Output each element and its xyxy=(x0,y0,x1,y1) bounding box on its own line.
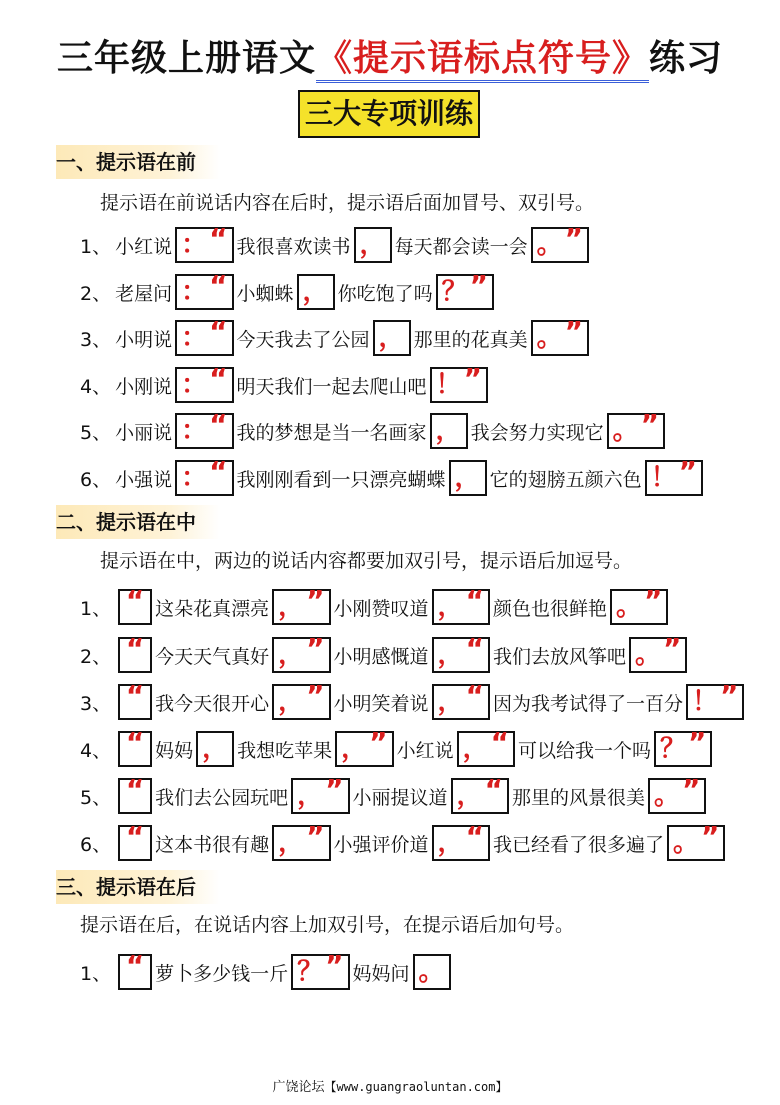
sentence-text: 小刚赞叹道 xyxy=(333,597,429,620)
page-footer xyxy=(0,1076,780,1095)
sentence-text: 小明说 xyxy=(115,328,173,351)
exercise-line xyxy=(80,362,491,405)
sentence-text: 我很喜欢读书 xyxy=(236,235,351,258)
title-accent: 《提示语标点符号》 xyxy=(316,38,649,83)
exercise-line xyxy=(80,222,592,265)
punctuation-mark: ： xyxy=(181,463,208,493)
punctuation-answer-box xyxy=(291,949,349,990)
punctuation-mark: 。 xyxy=(612,416,639,446)
punctuation-mark: “ xyxy=(125,632,145,665)
sentence-text: 那里的风景很美 xyxy=(511,786,645,809)
punctuation-mark: “ xyxy=(465,584,484,617)
exercise-line xyxy=(80,820,728,863)
exercise-number: 3、 xyxy=(80,692,112,715)
sentence-text: 颜色也很鲜艳 xyxy=(492,597,607,620)
sentence-text: 这朵花真漂亮 xyxy=(155,597,270,620)
sentence-text: 我想吃苹果 xyxy=(237,739,333,762)
punctuation-mark: ” xyxy=(469,269,488,302)
punctuation-answer-box xyxy=(648,773,706,814)
exercise-number: 4、 xyxy=(80,375,112,398)
title-prefix: 三年级上册语文 xyxy=(56,38,316,79)
exercise-line xyxy=(80,773,709,816)
sentence-text: 你吃饱了吗 xyxy=(337,282,433,305)
punctuation-answer-box xyxy=(610,584,668,625)
punctuation-mark: ” xyxy=(306,679,325,712)
exercise-line xyxy=(80,315,592,358)
punctuation-mark: 。 xyxy=(615,592,642,622)
punctuation-mark: ， xyxy=(278,828,305,858)
punctuation-mark: “ xyxy=(125,949,145,982)
sentence-text: 可以给我一个吗 xyxy=(518,739,652,762)
punctuation-mark: ， xyxy=(437,640,464,670)
punctuation-mark: ！ xyxy=(650,463,677,493)
punctuation-answer-box xyxy=(432,820,490,861)
punctuation-answer-box xyxy=(667,820,725,861)
punctuation-mark: “ xyxy=(209,269,228,302)
punctuation-answer-box xyxy=(645,455,703,496)
section-heading: 二、提示语在中 xyxy=(56,505,220,539)
punctuation-mark: ？ xyxy=(441,277,468,307)
punctuation-mark: “ xyxy=(125,773,145,806)
punctuation-answer-box xyxy=(457,726,515,767)
punctuation-mark: ， xyxy=(278,640,305,670)
punctuation-mark: “ xyxy=(125,820,145,853)
exercise-number: 1、 xyxy=(80,962,112,985)
section-rule: 提示语在中，两边的说话内容都要加双引号，提示语后加逗号。 xyxy=(100,550,633,572)
section-heading: 三、提示语在后 xyxy=(56,870,220,904)
punctuation-answer-box xyxy=(175,408,233,449)
punctuation-mark: “ xyxy=(209,222,228,255)
punctuation-answer-box xyxy=(449,460,487,496)
punctuation-answer-box xyxy=(297,274,335,310)
punctuation-answer-box xyxy=(531,222,589,263)
punctuation-mark: ， xyxy=(359,230,386,260)
sentence-text: 我的梦想是当一名画家 xyxy=(236,421,427,444)
punctuation-mark: ” xyxy=(640,408,659,441)
sentence-text: 小蜘蛛 xyxy=(236,282,294,305)
punctuation-answer-box xyxy=(118,949,152,990)
exercise-number: 6、 xyxy=(80,833,112,856)
sentence-text: 明天我们一起去爬山吧 xyxy=(236,375,427,398)
punctuation-mark: 。 xyxy=(653,781,680,811)
punctuation-mark: ” xyxy=(678,455,697,488)
exercise-line xyxy=(80,726,715,769)
punctuation-mark: ？ xyxy=(297,957,324,987)
punctuation-answer-box xyxy=(413,954,451,990)
sentence-text: 小明感慨道 xyxy=(333,645,429,668)
exercise-number: 1、 xyxy=(80,597,112,620)
section-heading: 一、提示语在前 xyxy=(56,145,220,179)
punctuation-mark: ” xyxy=(306,820,325,853)
punctuation-mark: ？ xyxy=(660,734,687,764)
punctuation-mark: ， xyxy=(456,781,483,811)
exercise-number: 4、 xyxy=(80,739,112,762)
punctuation-mark: ： xyxy=(181,230,208,260)
punctuation-answer-box xyxy=(175,315,233,356)
punctuation-answer-box xyxy=(175,362,233,403)
sentence-text: 这本书很有趣 xyxy=(155,833,270,856)
sentence-text: 萝卜多少钱一斤 xyxy=(155,962,289,985)
sentence-text: 今天天气真好 xyxy=(155,645,270,668)
exercise-number: 1、 xyxy=(80,235,112,258)
exercise-number: 2、 xyxy=(80,645,112,668)
sentence-text: 每天都会读一会 xyxy=(394,235,528,258)
sentence-text: 小红说 xyxy=(115,235,173,258)
sentence-text: 小明笑着说 xyxy=(333,692,429,715)
sentence-text: 我们去公园玩吧 xyxy=(155,786,289,809)
exercise-number: 5、 xyxy=(80,421,112,444)
punctuation-mark: ： xyxy=(181,277,208,307)
exercise-line xyxy=(80,949,454,992)
subtitle-banner: 三大专项训练 xyxy=(298,90,480,138)
punctuation-mark: “ xyxy=(465,632,484,665)
punctuation-mark: ， xyxy=(437,592,464,622)
page-title xyxy=(0,30,780,80)
punctuation-mark: ： xyxy=(181,416,208,446)
punctuation-answer-box xyxy=(272,584,330,625)
punctuation-mark: “ xyxy=(490,726,509,759)
punctuation-mark: ” xyxy=(369,726,388,759)
punctuation-answer-box xyxy=(272,679,330,720)
punctuation-answer-box xyxy=(196,731,234,767)
punctuation-mark: “ xyxy=(209,315,228,348)
section-rule: 提示语在后，在说话内容上加双引号，在提示语后加句号。 xyxy=(80,914,575,936)
punctuation-mark: ！ xyxy=(435,370,462,400)
punctuation-mark: ” xyxy=(306,632,325,665)
punctuation-answer-box xyxy=(432,584,490,625)
punctuation-mark: ！ xyxy=(691,687,718,717)
exercise-number: 5、 xyxy=(80,786,112,809)
punctuation-answer-box xyxy=(607,408,665,449)
punctuation-mark: “ xyxy=(209,455,228,488)
punctuation-mark: ， xyxy=(297,781,324,811)
punctuation-mark: ” xyxy=(325,773,344,806)
punctuation-answer-box xyxy=(432,679,490,720)
punctuation-mark: 。 xyxy=(634,640,661,670)
sentence-text: 小刚说 xyxy=(115,375,173,398)
sentence-text: 我已经看了很多遍了 xyxy=(492,833,664,856)
punctuation-answer-box xyxy=(175,222,233,263)
punctuation-mark: “ xyxy=(209,362,228,395)
punctuation-mark: ” xyxy=(564,222,583,255)
punctuation-mark: 。 xyxy=(672,828,699,858)
title-suffix: 练习 xyxy=(649,38,724,79)
sentence-text: 我们去放风筝吧 xyxy=(492,645,626,668)
exercise-line xyxy=(80,632,690,675)
punctuation-mark: ， xyxy=(437,828,464,858)
sentence-text: 小红说 xyxy=(396,739,454,762)
punctuation-answer-box xyxy=(272,820,330,861)
punctuation-mark: ” xyxy=(463,362,482,395)
sentence-text: 老屋问 xyxy=(115,282,173,305)
punctuation-mark: “ xyxy=(125,584,145,617)
exercise-number: 3、 xyxy=(80,328,112,351)
sentence-text: 小强评价道 xyxy=(333,833,429,856)
sentence-text: 我会努力实现它 xyxy=(470,421,604,444)
punctuation-mark: “ xyxy=(465,820,484,853)
punctuation-mark: ， xyxy=(278,592,305,622)
punctuation-answer-box xyxy=(531,315,589,356)
punctuation-mark: ： xyxy=(181,370,208,400)
section-rule: 提示语在前说话内容在后时，提示语后面加冒号、双引号。 xyxy=(100,192,595,214)
footer-site-name: 广饶论坛 xyxy=(272,1080,325,1095)
punctuation-answer-box xyxy=(373,320,411,356)
punctuation-mark: ， xyxy=(302,277,329,307)
punctuation-answer-box xyxy=(654,726,712,767)
sentence-text: 小强说 xyxy=(115,468,173,491)
punctuation-mark: ， xyxy=(278,687,305,717)
sentence-text: 今天我去了公园 xyxy=(236,328,370,351)
punctuation-mark: “ xyxy=(125,726,145,759)
punctuation-answer-box xyxy=(686,679,744,720)
punctuation-answer-box xyxy=(118,820,152,861)
punctuation-mark: ” xyxy=(325,949,344,982)
punctuation-mark: ， xyxy=(462,734,489,764)
punctuation-mark: ” xyxy=(644,584,663,617)
punctuation-mark: ， xyxy=(454,463,481,493)
punctuation-answer-box xyxy=(118,632,152,673)
punctuation-answer-box xyxy=(430,362,488,403)
punctuation-answer-box xyxy=(354,227,392,263)
punctuation-mark: ， xyxy=(202,734,229,764)
punctuation-answer-box xyxy=(118,773,152,814)
punctuation-mark: “ xyxy=(465,679,484,712)
exercise-line xyxy=(80,679,747,722)
punctuation-mark: ， xyxy=(435,416,462,446)
punctuation-answer-box xyxy=(436,269,494,310)
punctuation-answer-box xyxy=(432,632,490,673)
punctuation-answer-box xyxy=(430,413,468,449)
punctuation-mark: ” xyxy=(564,315,583,348)
punctuation-mark: 。 xyxy=(536,323,563,353)
punctuation-answer-box xyxy=(335,726,393,767)
punctuation-mark: “ xyxy=(209,408,228,441)
punctuation-answer-box xyxy=(629,632,687,673)
punctuation-mark: ” xyxy=(701,820,720,853)
punctuation-answer-box xyxy=(175,455,233,496)
punctuation-mark: ” xyxy=(688,726,707,759)
footer-site-url: 【www.guangraoluntan.com】 xyxy=(324,1080,508,1094)
exercise-line xyxy=(80,269,497,312)
punctuation-mark: 。 xyxy=(536,230,563,260)
exercise-line xyxy=(80,408,668,451)
sentence-text: 妈妈 xyxy=(155,739,194,762)
punctuation-mark: ， xyxy=(437,687,464,717)
sentence-text: 小丽提议道 xyxy=(352,786,448,809)
punctuation-mark: ” xyxy=(306,584,325,617)
punctuation-mark: ” xyxy=(720,679,739,712)
sentence-text: 那里的花真美 xyxy=(413,328,528,351)
sentence-text: 我刚刚看到一只漂亮蝴蝶 xyxy=(236,468,446,491)
punctuation-mark: ： xyxy=(181,323,208,353)
exercise-number: 2、 xyxy=(80,282,112,305)
punctuation-answer-box xyxy=(118,726,152,767)
sentence-text: 妈妈问 xyxy=(352,962,410,985)
sentence-text: 小丽说 xyxy=(115,421,173,444)
punctuation-answer-box xyxy=(175,269,233,310)
exercise-line xyxy=(80,584,671,627)
sentence-text: 我今天很开心 xyxy=(155,692,270,715)
punctuation-mark: “ xyxy=(125,679,145,712)
sentence-text: 它的翅膀五颜六色 xyxy=(489,468,642,491)
punctuation-answer-box xyxy=(291,773,349,814)
punctuation-mark: “ xyxy=(484,773,503,806)
punctuation-mark: ， xyxy=(378,323,405,353)
punctuation-answer-box xyxy=(118,584,152,625)
sentence-text: 因为我考试得了一百分 xyxy=(492,692,683,715)
punctuation-mark: 。 xyxy=(418,957,445,987)
punctuation-answer-box xyxy=(451,773,509,814)
exercise-line xyxy=(80,455,706,498)
punctuation-answer-box xyxy=(118,679,152,720)
punctuation-mark: ” xyxy=(663,632,682,665)
punctuation-answer-box xyxy=(272,632,330,673)
punctuation-mark: ” xyxy=(682,773,701,806)
punctuation-mark: ， xyxy=(341,734,368,764)
exercise-number: 6、 xyxy=(80,468,112,491)
